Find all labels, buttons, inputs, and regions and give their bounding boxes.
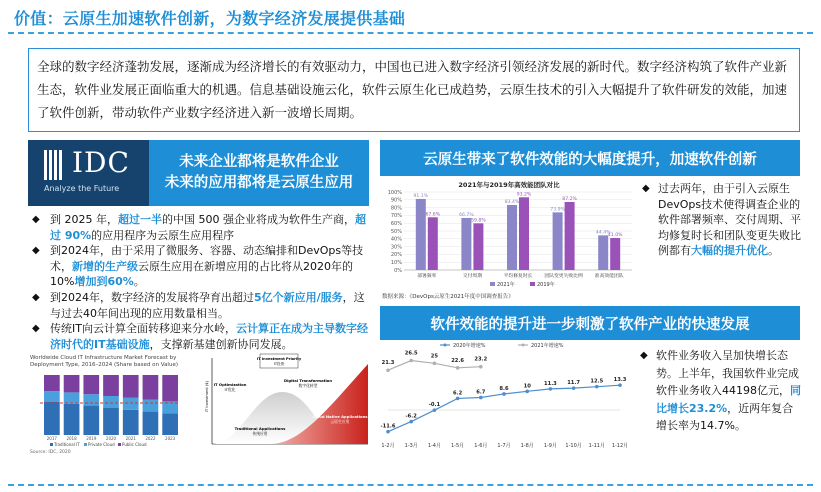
x-tick-label: 部署频率 (417, 274, 437, 279)
data-point (502, 392, 506, 396)
data-label: 59.8% (471, 218, 486, 224)
legend-label: 2021年增速% (531, 343, 564, 349)
bar (598, 235, 608, 270)
svg-text:IT Investment Priority: IT Investment Priority (256, 357, 302, 361)
stacked-bar-segment (44, 402, 60, 435)
x-tick-label: 1-8月 (520, 443, 534, 449)
idc-logo-icon (44, 150, 66, 180)
y-tick-label: 20% (390, 252, 402, 259)
cloud-infrastructure-chart (30, 355, 190, 455)
y-tick-label: 0% (394, 267, 402, 274)
intro-paragraph: 全球的数字经济蓬勃发展，逐渐成为经济增长的有效驱动力，中国也已进入数字经济引领经济发展的新时代。数字经济构筑了软件产业新生态，软件业发展正面临重大的机遇。信息基础设施云化，软件云原生化已成趋势，云原生技术的引入大幅提升了软件研发的效能，加速了软件创新，带动软件产业数字经济进入新一波增长周期。 (28, 48, 800, 132)
bar (461, 218, 471, 270)
list-item: ◆ 到 2025 年，超过一半的中国 500 强企业将成为软件生产商，超过 90%的应用程序为云原生应用程序 (30, 212, 370, 243)
stacked-bar-segment (123, 398, 139, 410)
y-tick-label: 50% (390, 228, 402, 235)
data-point (618, 383, 622, 387)
data-label: 66.7% (459, 212, 474, 218)
series-line (388, 385, 620, 431)
stacked-bar-segment (162, 375, 178, 401)
data-point (386, 430, 390, 434)
data-label: 41.0% (607, 233, 623, 239)
y-tick-label: 70% (390, 213, 402, 220)
data-point (595, 385, 599, 389)
data-label: 6.2 (452, 390, 463, 397)
stacked-bar-segment (44, 391, 60, 402)
chart-source: Source: IDC, 2020 (30, 450, 71, 455)
y-tick-label: 80% (390, 205, 402, 212)
svg-text:IT Optimization: IT Optimization (213, 382, 247, 387)
bar (473, 223, 483, 270)
idc-banner (28, 140, 369, 206)
chart-caption: Worldwide Cloud IT Infrastructure Market Forecast by Deployment Type, 2016–2024 (Share based on Value) (30, 355, 178, 368)
idc-bullet-list (30, 212, 370, 352)
bar (553, 212, 563, 270)
x-tick-label: 2019 (86, 436, 97, 441)
data-label: 23.2 (474, 356, 488, 363)
list-item: ◆ 到2024年，由于采用了微服务、容器、动态编排和DevOps等技术，新增的生产级云原生应用在新增应用的占比将从2020年的10%增加到60%。 (30, 243, 370, 290)
data-label: 93.2% (516, 192, 532, 198)
stacked-bar-segment (64, 392, 80, 403)
idc-headline-line1: 未来企业都将是软件企业 (179, 154, 339, 170)
stacked-bar-segment (103, 375, 119, 396)
software-growth-line-chart (380, 340, 635, 450)
legend-label: 2019年 (537, 282, 555, 288)
y-tick-label: 90% (390, 197, 402, 204)
stacked-bar-segment (143, 400, 159, 412)
data-label: 26.5 (404, 350, 418, 357)
stacked-bar-segment (83, 406, 99, 435)
bar (610, 238, 620, 270)
legend-label: Public Cloud (122, 442, 147, 447)
list-item: ◆ 到2024年，数字经济的发展将孕育出超过5亿个新应用/服务，这与过去40年间出现的应用数量相当。 (30, 290, 370, 321)
svg-text:Cloud Native Applications: Cloud Native Applications (312, 414, 368, 419)
x-tick-label: 1-9月 (543, 443, 557, 449)
x-tick-label: 平均修复时长 (503, 274, 533, 279)
x-tick-label: 2018 (66, 436, 77, 441)
x-tick-label: 1-10月 (565, 443, 582, 449)
x-tick-label: 1-5月 (451, 443, 465, 449)
svg-text:Digital Transformation: Digital Transformation (283, 378, 333, 383)
y-tick-label: 30% (390, 244, 402, 251)
svg-text:传统应用: 传统应用 (252, 431, 268, 436)
x-tick-label: 1-7月 (497, 443, 511, 449)
y-tick-label: 60% (390, 221, 402, 227)
data-label: 11.3 (543, 380, 557, 387)
stacked-bar-chart (30, 369, 190, 449)
data-label: 10 (523, 383, 531, 390)
stacked-bar-segment (83, 375, 99, 394)
stacked-bar-segment (44, 375, 60, 391)
legend-label: Traditional IT (54, 442, 80, 447)
svg-text:Traditional Applications: Traditional Applications (234, 426, 286, 431)
data-label: 91.1% (413, 193, 429, 199)
data-label: 6.7 (476, 389, 486, 396)
data-point (456, 397, 460, 401)
stacked-bar-segment (143, 412, 159, 435)
list-item: ◆ 传统IT向云计算全面转移迎来分水岭，云计算正在成为主导数字经济时代的IT基础设施，支撑新基建创新协同发展。 (30, 321, 370, 352)
bar (507, 205, 517, 270)
stacked-bar-segment (143, 375, 159, 400)
page-title: 价值：云原生加速软件创新，为数字经济发展提供基础 (14, 9, 406, 28)
x-tick-label: 1-12月 (611, 443, 629, 449)
x-tick-label: 交付周期 (462, 274, 483, 279)
x-tick-label: 2022 (145, 436, 156, 441)
data-label: 67.6% (425, 212, 441, 218)
stacked-bar-segment (103, 396, 119, 408)
data-label: 87.2% (562, 196, 577, 202)
bottom-divider (8, 484, 813, 486)
idc-logo (28, 140, 149, 206)
growth-note: ◆ 软件业务收入呈加快增长态势。上半年，我国软件业完成软件业务收入44198亿元，同比增长23.2%，近两年复合增长率为14.7%。 (640, 347, 802, 435)
x-tick-label: 1-3月 (404, 443, 418, 449)
data-point (433, 362, 437, 366)
y-tick-label: 40% (390, 236, 402, 243)
stacked-bar-segment (64, 404, 80, 435)
idc-headline (149, 140, 369, 206)
y-tick-label: 100% (387, 189, 402, 196)
bar (416, 199, 426, 270)
svg-text:IT Investment ($): IT Investment ($) (205, 381, 209, 412)
stacked-bar-segment (103, 408, 119, 435)
data-point (409, 359, 413, 363)
data-point (479, 396, 483, 400)
legend-swatch (530, 282, 535, 286)
data-point (409, 420, 413, 424)
legend-label: 2021年 (497, 282, 515, 288)
x-tick-label: 1-11月 (588, 443, 605, 449)
data-point (456, 366, 460, 370)
data-label: 8.6 (499, 385, 509, 392)
top-divider (8, 32, 813, 34)
efficiency-note: ◆ 过去两年，由于引入云原生DevOps技术使得调查企业的软件部署频率、交付周期、平均修复时长和团队变更失败比例都有大幅的提升优化。 (642, 181, 802, 259)
bar (428, 217, 438, 270)
data-label: 83.4% (504, 199, 520, 205)
svg-text:IT优化: IT优化 (224, 387, 236, 392)
legend-swatch (84, 443, 87, 446)
data-label: -6.2 (405, 413, 417, 420)
stacked-bar-segment (123, 375, 139, 398)
idc-logo-tagline: Analyze the Future (44, 184, 120, 193)
legend-swatch (118, 443, 121, 446)
x-tick-label: 1-2月 (381, 443, 395, 449)
data-label: 73.9% (550, 207, 565, 213)
bar (565, 202, 575, 270)
idc-headline-line2: 未来的应用都将是云原生应用 (164, 175, 354, 191)
growth-panel-header: 软件效能的提升进一步刺激了软件产业的快速发展 (380, 306, 800, 340)
stacked-bar-segment (83, 394, 99, 405)
data-point (549, 387, 553, 391)
svg-text:数字化转型: 数字化转型 (298, 383, 318, 388)
x-tick-label: 1-6月 (474, 443, 488, 449)
legend-swatch (490, 282, 495, 286)
data-label: 21.3 (381, 360, 395, 367)
legend-swatch (50, 443, 53, 446)
bar (519, 197, 529, 270)
data-label: 22.6 (451, 357, 465, 364)
x-tick-label: 团队变更失败比例 (544, 274, 583, 279)
svg-text:IT投资: IT投资 (273, 362, 285, 366)
x-tick-label: 1-4月 (427, 443, 441, 449)
team-comparison-bar-chart (380, 178, 638, 302)
stacked-bar-segment (123, 410, 139, 435)
data-point (572, 386, 576, 390)
data-label: -0.1 (428, 402, 441, 409)
legend-label: 2020年增速% (453, 343, 486, 349)
y-tick-label: 10% (390, 260, 402, 266)
data-label: -11.6 (380, 423, 396, 430)
data-label: 13.3 (613, 377, 627, 384)
data-point (525, 390, 529, 394)
idc-logo-text: IDC (72, 146, 130, 179)
x-tick-label: 2017 (46, 436, 57, 441)
chart-source: 数据来源：《DevOps云原生2021年度中国调查报告》 (382, 294, 514, 300)
data-point (479, 365, 483, 369)
data-label: 25 (430, 353, 439, 360)
data-point (433, 408, 437, 412)
svg-text:云原生应用: 云原生应用 (330, 419, 350, 424)
x-tick-label: 2023 (165, 436, 176, 441)
data-label: 12.5 (590, 378, 604, 385)
data-point (386, 368, 390, 372)
stacked-bar-segment (162, 413, 178, 435)
x-tick-label: 准高效能团队 (594, 274, 624, 279)
chart-title: 2021年与2019年高效能团队对比 (458, 181, 560, 189)
x-tick-label: 2021 (125, 436, 136, 441)
data-label: 44.4% (595, 230, 611, 236)
it-investment-curve-diagram (200, 352, 370, 456)
data-label: 11.7 (567, 380, 581, 387)
x-tick-label: 2020 (105, 436, 117, 441)
legend-label: Private Cloud (88, 442, 115, 447)
efficiency-panel-header: 云原生带来了软件效能的大幅度提升，加速软件创新 (380, 140, 800, 176)
stacked-bar-segment (64, 375, 80, 392)
